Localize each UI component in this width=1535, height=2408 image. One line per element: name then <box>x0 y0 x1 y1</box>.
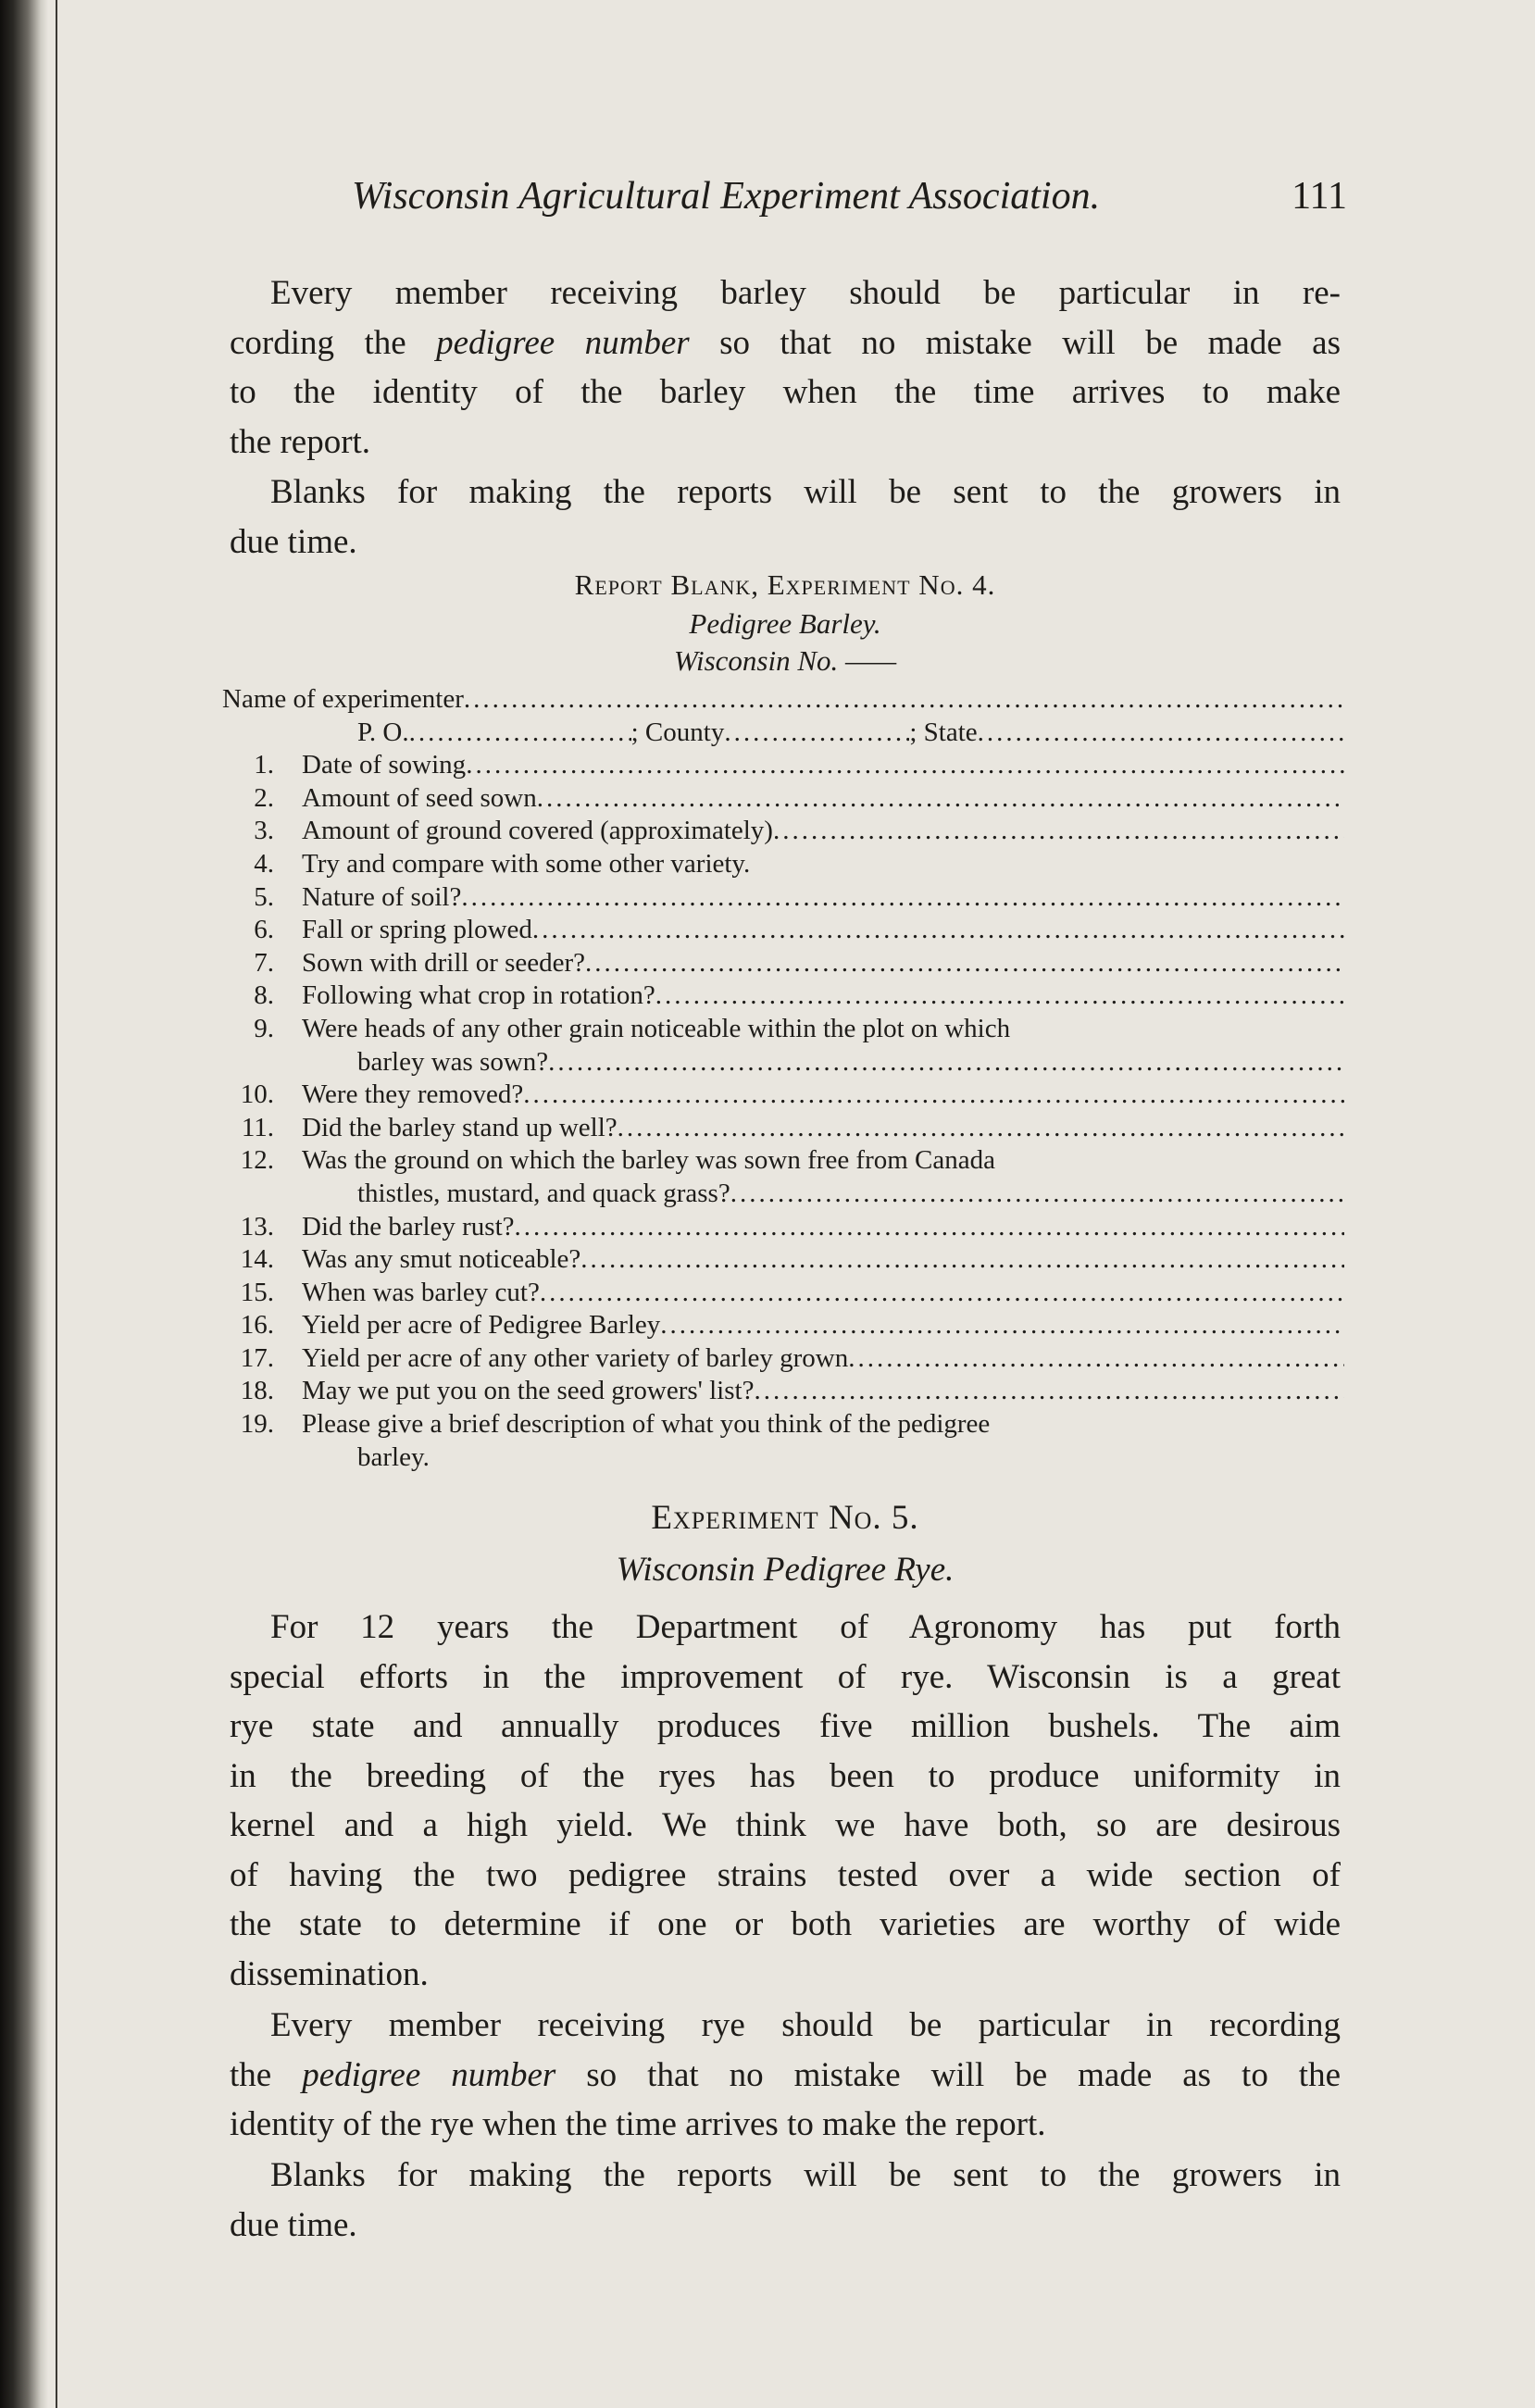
fill-in-blank <box>515 1211 1344 1244</box>
question-number: 2. <box>254 782 274 813</box>
question-row <box>222 947 1344 980</box>
question-continuation-row <box>222 1178 1344 1211</box>
question-continuation-row <box>222 1046 1344 1079</box>
book-spine-shadow <box>0 0 48 2408</box>
text-line: due time. <box>230 522 357 561</box>
question-text: Fall or spring plowed <box>302 915 532 945</box>
question-row <box>222 1112 1344 1145</box>
form-field <box>357 717 1344 750</box>
report-form <box>222 683 1344 1474</box>
question-continuation <box>357 1178 1344 1211</box>
text-line: Blanks for making the reports will be sent to the growers in <box>270 473 1341 511</box>
question-number: 14. <box>240 1244 274 1275</box>
question-line <box>302 1013 1344 1046</box>
question-row <box>222 881 1344 915</box>
emphasis-pedigree-number: pedigree number <box>302 2055 556 2094</box>
text-run: so that no mistake will be made as <box>689 323 1341 362</box>
question-text: May we put you on the seed growers' list? <box>302 1376 755 1406</box>
question-number: 18. <box>240 1376 274 1406</box>
question-text: Date of sowing <box>302 750 467 780</box>
wisconsin-number: Wisconsin No. —— <box>673 644 897 677</box>
question-number: 10. <box>240 1079 274 1110</box>
question-line <box>302 815 1344 848</box>
text-line: Every member receiving rye should be particular in recording <box>270 2006 1341 2044</box>
question-list <box>222 749 1344 1474</box>
question-text: Sown with drill or seeder? <box>302 947 586 978</box>
question-line <box>302 1211 1344 1244</box>
question-number: 19. <box>240 1409 274 1440</box>
question-text-continued: thistles, mustard, and quack grass? <box>357 1178 730 1208</box>
text-line: identity of the rye when the time arrives to make the report. <box>230 2105 1046 2143</box>
question-text: Please give a brief description of what you think of the pedigree <box>302 1409 991 1440</box>
text-line: kernel and a high yield. We think we have both, so are desirous <box>230 1806 1341 1844</box>
question-text: Amount of seed sown <box>302 782 537 813</box>
question-row <box>222 1211 1344 1244</box>
question-text: Amount of ground covered (approximately) <box>302 816 773 846</box>
question-number: 4. <box>254 848 274 879</box>
question-row <box>222 1243 1344 1277</box>
question-line <box>302 1144 1344 1178</box>
text-line: special efforts in the improvement of rye. Wisconsin is a great <box>230 1657 1341 1696</box>
question-continuation-row <box>222 1441 1344 1475</box>
question-continuation <box>357 1441 1344 1475</box>
fill-in-blank <box>754 1375 1344 1408</box>
question-number: 3. <box>254 816 274 846</box>
question-text: Was any smut noticeable? <box>302 1244 581 1275</box>
fill-in-blank <box>773 815 1344 848</box>
question-line <box>302 1375 1344 1408</box>
question-row <box>222 1079 1344 1112</box>
question-continuation <box>357 1046 1344 1079</box>
question-text: Yield per acre of Pedigree Barley <box>302 1310 661 1341</box>
question-row <box>222 1342 1344 1376</box>
question-row <box>222 1309 1344 1342</box>
paragraph-rye-intro <box>230 1603 1341 1999</box>
fill-in-blank <box>978 717 1344 750</box>
question-number: 5. <box>254 881 274 912</box>
fill-in-blank <box>585 947 1344 980</box>
question-row <box>222 1408 1344 1441</box>
question-row <box>222 1144 1344 1178</box>
paragraph-barley-blanks <box>230 468 1341 567</box>
paragraph-barley-pedigree <box>230 268 1341 467</box>
text-line: to the identity of the barley when the time arrives to make <box>230 373 1341 411</box>
question-number: 6. <box>254 915 274 945</box>
text-line <box>230 318 1341 368</box>
question-line <box>302 1277 1344 1310</box>
question-line <box>302 947 1344 980</box>
question-text: Yield per acre of any other variety of barley grown <box>302 1342 849 1373</box>
question-text: Try and compare with some other variety. <box>302 848 751 879</box>
fill-in-blank <box>618 1112 1344 1145</box>
text-line: in the breeding of the ryes has been to produce uniformity in <box>230 1756 1341 1795</box>
running-header <box>352 174 1347 230</box>
text-line: the report. <box>230 422 371 461</box>
fill-in-blank <box>532 914 1344 947</box>
question-text: Did the barley stand up well? <box>302 1112 618 1142</box>
text-line: dissemination. <box>230 1954 429 1993</box>
question-number: 15. <box>240 1277 274 1307</box>
question-line <box>302 1243 1344 1277</box>
question-number: 7. <box>254 947 274 978</box>
experiment-5-subtitle: Wisconsin Pedigree Rye. <box>616 1551 955 1589</box>
form-row-name <box>222 683 1344 717</box>
text-run: so that no mistake will be made as to the <box>555 2055 1342 2094</box>
question-line <box>302 749 1344 782</box>
state-label: ; State <box>909 717 978 747</box>
fill-in-blank <box>523 1079 1344 1112</box>
question-text-continued: barley was sown? <box>357 1046 549 1077</box>
report-blank-subtitle: Pedigree Barley. <box>689 607 881 640</box>
question-row <box>222 1013 1344 1046</box>
fill-in-blank <box>537 782 1344 816</box>
fill-in-blank <box>466 749 1344 782</box>
question-number: 9. <box>254 1013 274 1043</box>
question-row <box>222 782 1344 816</box>
text-line: For 12 years the Department of Agronomy has put forth <box>270 1608 1341 1646</box>
question-line <box>302 1342 1344 1376</box>
po-label: P. O. <box>357 717 409 747</box>
question-text: When was barley cut? <box>302 1277 540 1307</box>
experiment-5-heading: Experiment No. 5. <box>651 1499 919 1537</box>
question-line <box>302 914 1344 947</box>
text-line: the state to determine if one or both varieties are worthy of wide <box>230 1905 1341 1943</box>
question-text: Was the ground on which the barley was sown free from Canada <box>302 1145 996 1176</box>
fill-in-blank <box>409 717 631 750</box>
paragraph-rye-pedigree <box>230 2001 1341 2150</box>
county-label: ; County <box>630 717 725 747</box>
question-line <box>302 1079 1344 1112</box>
page-edge-line <box>56 0 57 2408</box>
question-text: Were heads of any other grain noticeable within the plot on which <box>302 1013 1011 1043</box>
question-text: Following what crop in rotation? <box>302 980 655 1011</box>
fill-in-blank <box>848 1342 1344 1376</box>
name-label: Name of experimenter <box>222 684 464 714</box>
question-line <box>302 881 1344 915</box>
question-line <box>302 848 1344 881</box>
fill-in-blank <box>540 1277 1344 1310</box>
question-text-continued: barley. <box>357 1441 430 1472</box>
question-line <box>302 1309 1344 1342</box>
question-number: 13. <box>240 1211 274 1241</box>
question-line <box>302 979 1344 1013</box>
fill-in-blank <box>655 979 1344 1013</box>
fill-in-blank <box>548 1046 1344 1079</box>
fill-in-blank <box>461 881 1344 915</box>
fill-in-blank <box>660 1309 1344 1342</box>
question-row <box>222 815 1344 848</box>
page-number: 111 <box>1292 175 1347 218</box>
question-line <box>302 1112 1344 1145</box>
question-row <box>222 749 1344 782</box>
question-row <box>222 1375 1344 1408</box>
text-run: cording the <box>230 323 437 362</box>
form-field <box>222 683 1344 717</box>
text-run: the <box>230 2055 303 2094</box>
question-text: Were they removed? <box>302 1079 524 1110</box>
question-text: Did the barley rust? <box>302 1211 515 1241</box>
question-line <box>302 1408 1344 1441</box>
emphasis-pedigree-number: pedigree number <box>436 323 690 362</box>
question-text: Nature of soil? <box>302 881 462 912</box>
text-line <box>230 2051 1341 2101</box>
question-row <box>222 979 1344 1013</box>
question-number: 12. <box>240 1145 274 1176</box>
report-blank-heading: Report Blank, Experiment No. 4. <box>574 568 996 601</box>
text-line: rye state and annually produces five million bushels. The aim <box>230 1707 1341 1745</box>
running-title: Wisconsin Agricultural Experiment Association. <box>352 175 1101 218</box>
text-line: Blanks for making the reports will be sent to the growers in <box>270 2156 1341 2194</box>
text-line: due time. <box>230 2205 357 2244</box>
question-number: 1. <box>254 750 274 780</box>
question-row <box>222 1277 1344 1310</box>
question-number: 11. <box>241 1112 274 1142</box>
fill-in-blank <box>724 717 909 750</box>
question-row <box>222 848 1344 881</box>
question-number: 17. <box>240 1342 274 1373</box>
text-line: of having the two pedigree strains tested over a wide section of <box>230 1855 1341 1894</box>
question-number: 16. <box>240 1310 274 1341</box>
question-line <box>302 782 1344 816</box>
paragraph-rye-blanks <box>230 2151 1341 2250</box>
question-number: 8. <box>254 980 274 1011</box>
question-row <box>222 914 1344 947</box>
fill-in-blank <box>464 683 1344 717</box>
form-row-po <box>222 717 1344 750</box>
fill-in-blank <box>580 1243 1344 1277</box>
fill-in-blank <box>730 1178 1344 1211</box>
text-line: Every member receiving barley should be particular in re- <box>270 274 1341 312</box>
